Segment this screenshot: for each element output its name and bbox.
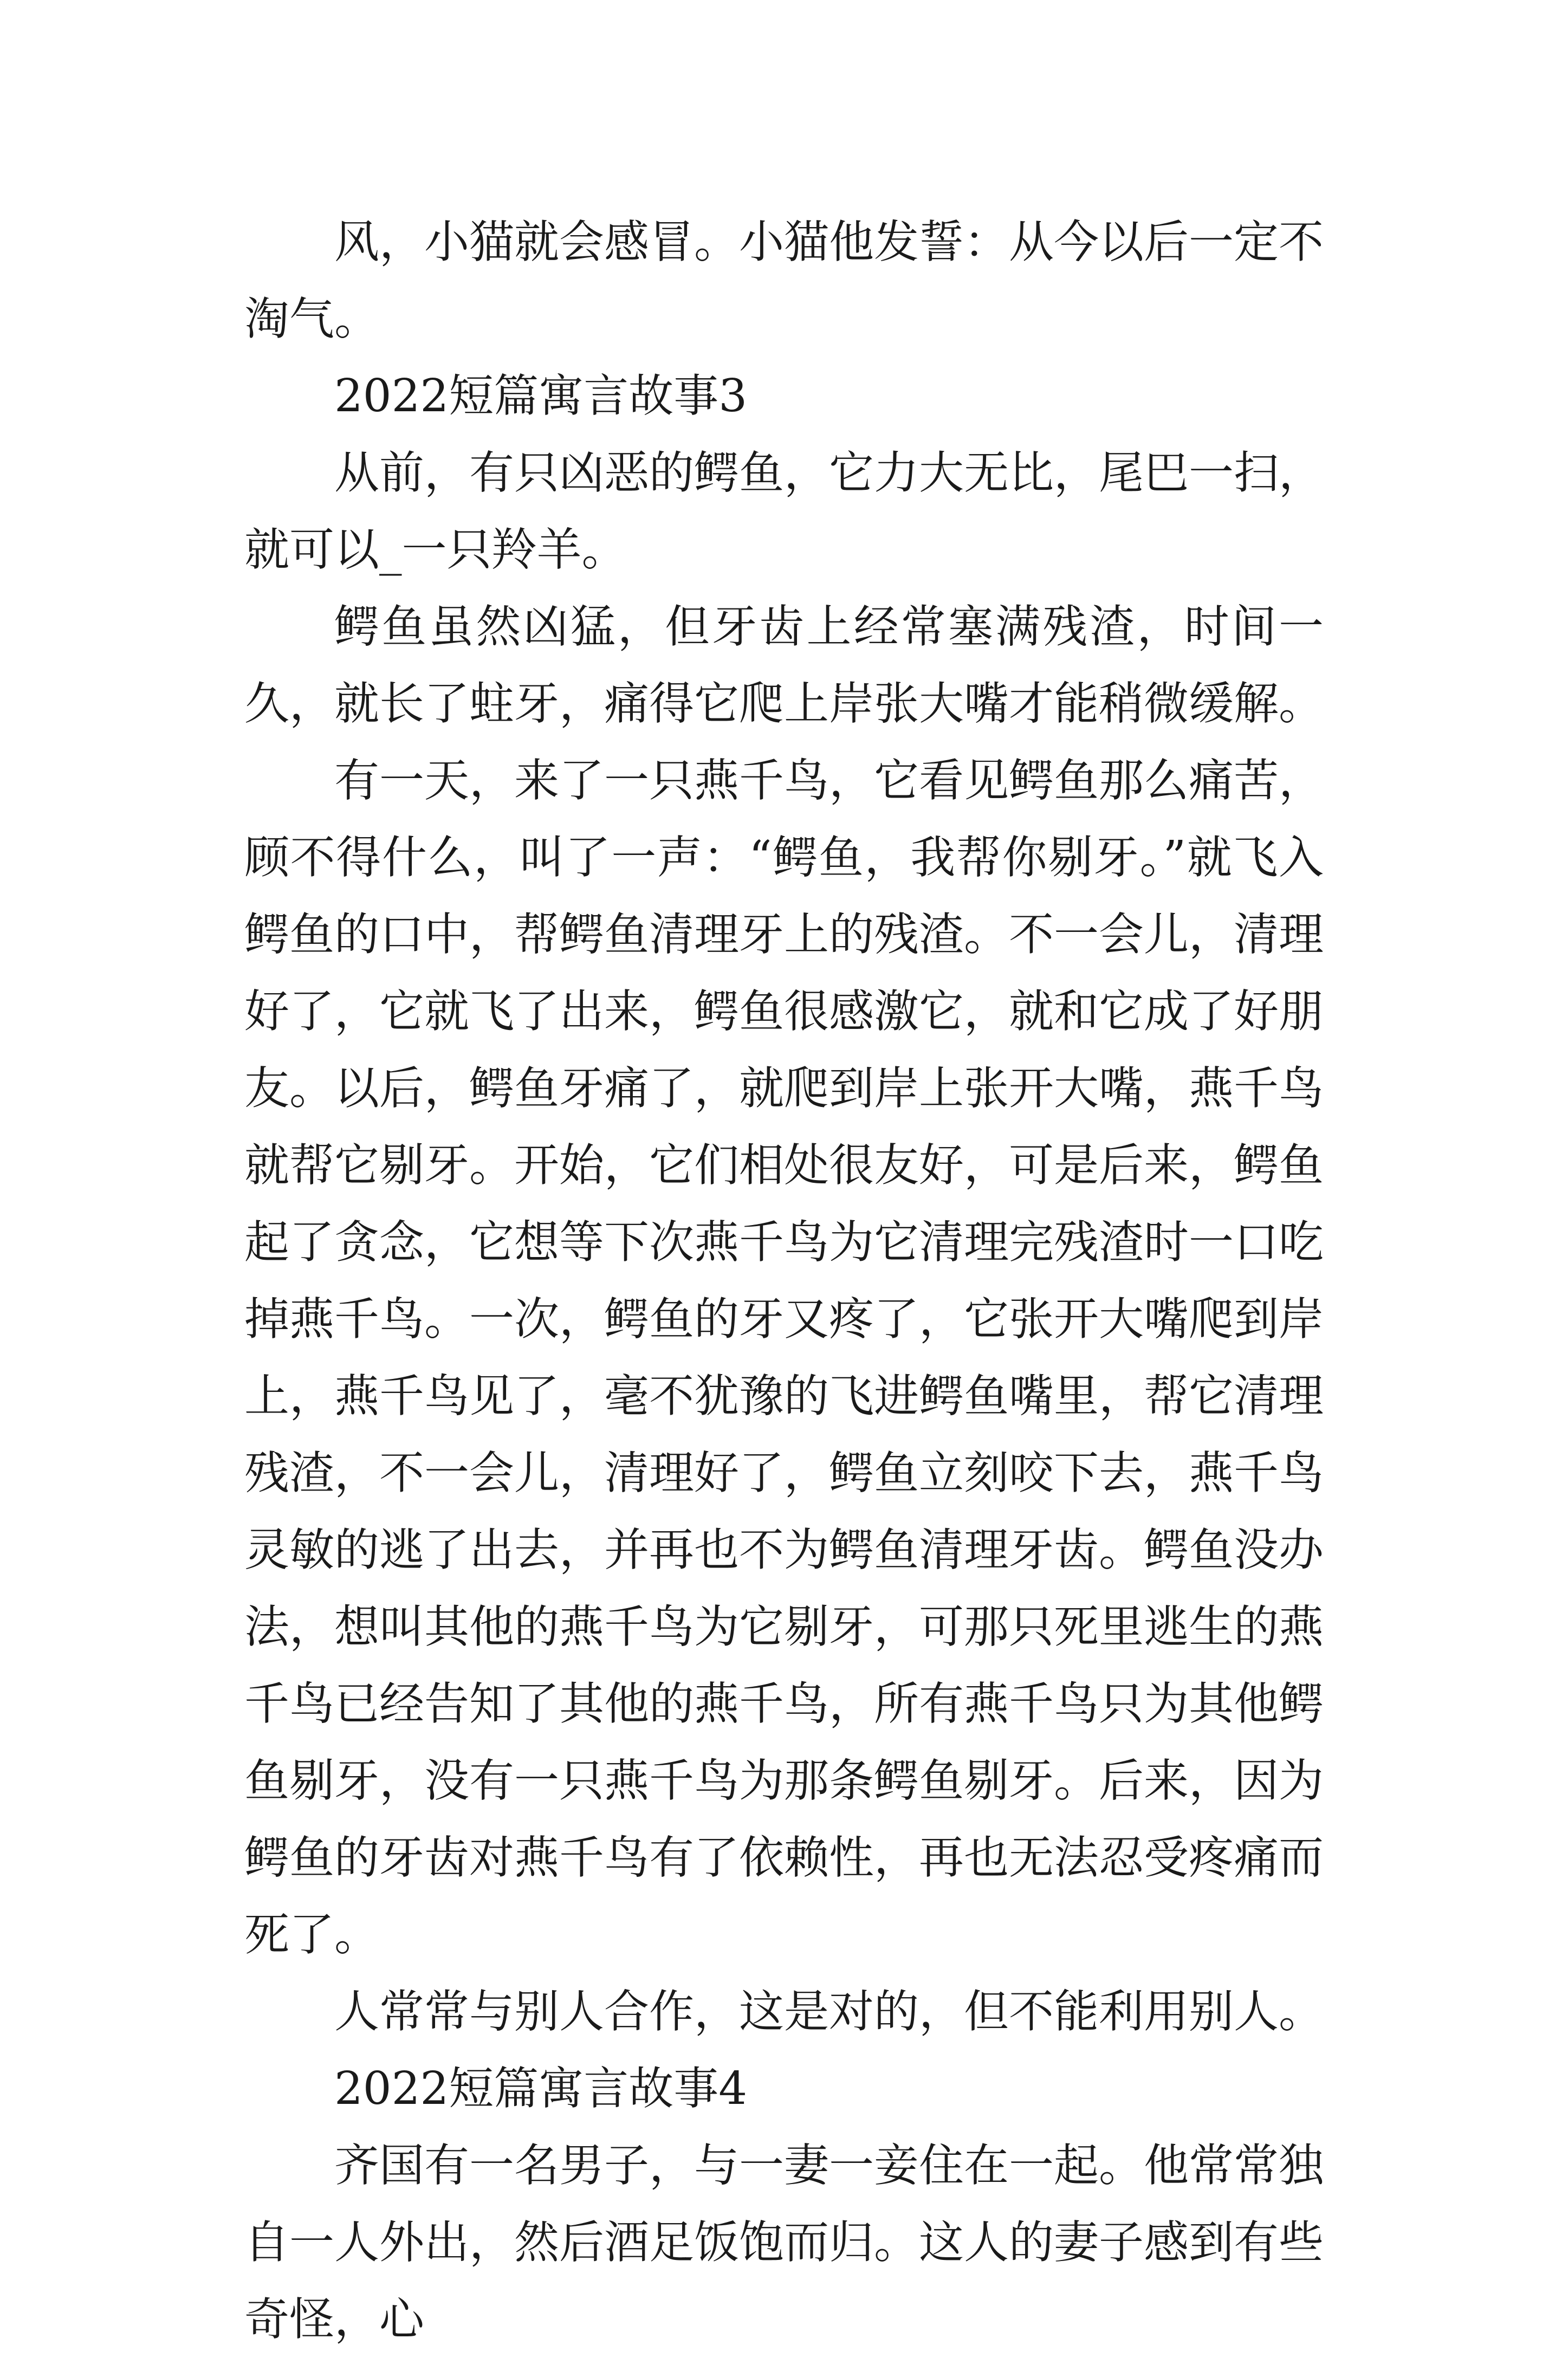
paragraph-qi-man: 齐国有一名男子，与一妻一妾住在一起。他常常独自一人外出，然后酒足饭饱而归。这人的妻子感到有些奇怪，心 — [244, 2139, 1324, 2346]
paragraph-plover-story: 有一天，来了一只燕千鸟，它看见鳄鱼那么痛苦，顾不得什么，叫了一声：“鳄鱼，我帮你剔牙。”就飞入鳄鱼的口中，帮鳄鱼清理牙上的残渣。不一会儿，清理好了，它就飞了出来，鳄鱼很感激它，就和它成了好朋友。以后，鳄鱼牙痛了，就爬到岸上张开大嘴，燕千鸟就帮它剔牙。开始，它们相处很友好，可是后来，鳄鱼起了贪念，它想等下次燕千鸟为它清理完残渣时一口吃掉燕千鸟。一次，鳄鱼的牙又疼了，它张开大嘴爬到岸上，燕千鸟见了，毫不犹豫的飞进鳄鱼嘴里，帮它清理残渣，不一会儿，清理好了，鳄鱼立刻咬下去，燕千鸟灵敏的逃了出去，并再也不为鳄鱼清理牙齿。鳄鱼没办法，想叫其他的燕千鸟为它剔牙，可那只死里逃生的燕千鸟已经告知了其他的燕千鸟，所有燕千鸟只为其他鳄鱼剔牙，没有一只燕千鸟为那条鳄鱼剔牙。后来，因为鳄鱼的牙齿对燕千鸟有了依赖性，再也无法忍受疼痛而死了。 — [244, 754, 1324, 1961]
paragraph-continuation: 风，小猫就会感冒。小猫他发誓：从今以后一定不淘气。 — [244, 216, 1324, 345]
story-heading-4: 2022短篇寓言故事4 — [334, 2062, 748, 2115]
paragraph-moral: 人常常与别人合作，这是对的，但不能利用别人。 — [334, 1985, 1324, 2038]
document-body — [244, 204, 1324, 2358]
paragraph-crocodile-intro: 从前，有只凶恶的鳄鱼，它力大无比，尾巴一扫，就可以_一只羚羊。 — [244, 446, 1324, 576]
story-heading-3: 2022短篇寓言故事3 — [334, 370, 748, 422]
paragraph-crocodile-teeth: 鳄鱼虽然凶猛，但牙齿上经常塞满残渣，时间一久，就长了蛀牙，痛得它爬上岸张大嘴才能稍微缓解。 — [244, 600, 1324, 730]
